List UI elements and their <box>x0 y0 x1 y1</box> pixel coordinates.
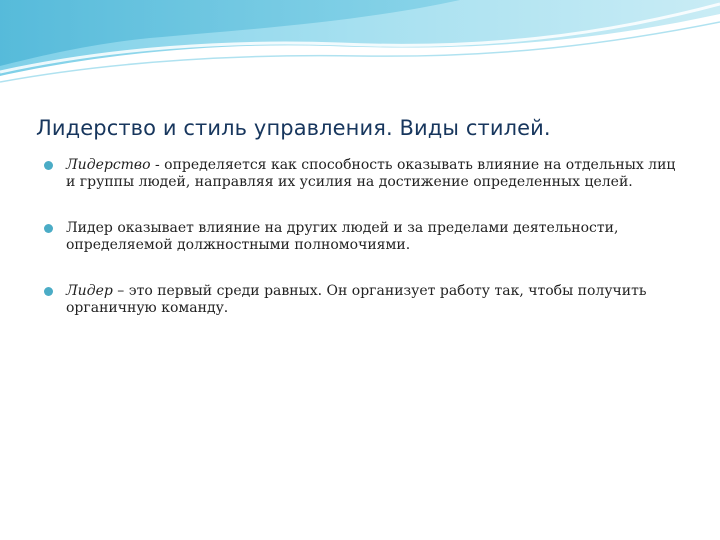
slide-title: Лидерство и стиль управления. Виды стилей. <box>36 116 551 140</box>
bullet-text: - определяется как способность оказывать влияние на отдельных лиц и группы людей, направляя их усилия на достижение определенных целей. <box>66 157 676 190</box>
bullet-item <box>44 220 684 253</box>
bullet-text: – это первый среди равных. Он организует работу так, чтобы получить органичную команду. <box>66 283 647 316</box>
bullet-dot-icon <box>44 287 53 296</box>
bullet-text: Лидер оказывает влияние на других людей и за пределами деятельности, определяемой должностными полномочиями. <box>66 220 619 253</box>
bullet-dot-icon <box>44 224 53 233</box>
bullet-term: Лидерство <box>66 157 151 173</box>
bullet-dot-icon <box>44 161 53 170</box>
bullet-term: Лидер <box>66 283 113 299</box>
bullet-item <box>44 283 684 316</box>
header-wave-decoration <box>0 0 720 90</box>
bullet-list <box>44 157 684 316</box>
bullet-item <box>44 157 684 190</box>
